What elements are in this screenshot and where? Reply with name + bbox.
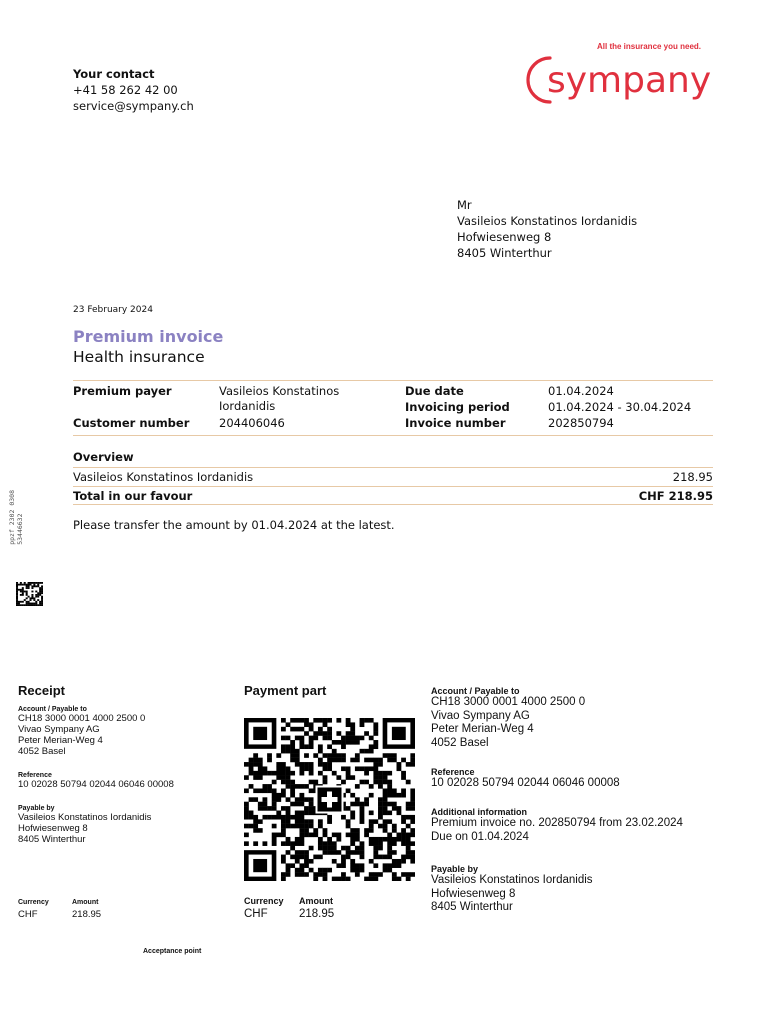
receipt-payable-by	[18, 805, 151, 845]
payment-currency-value: CHF	[244, 908, 268, 920]
payment-additional-info	[431, 807, 683, 844]
payment-reference-label: Reference	[431, 767, 475, 777]
receipt-account-line: CH18 3000 0001 4000 2500 0	[18, 713, 146, 724]
customer-value: 204406046	[219, 416, 285, 430]
customer-label: Customer number	[73, 416, 190, 430]
receipt-amount	[72, 899, 101, 920]
payment-payable-by-label: Payable by	[431, 864, 479, 874]
brand-name: sympany	[547, 60, 712, 101]
recipient-name: Vasileios Konstatinos Iordanidis	[457, 214, 638, 228]
payer-value	[219, 384, 339, 414]
additional-info-line: Premium invoice no. 202850794 from 23.02.2024	[431, 817, 683, 829]
receipt-account-line: Peter Merian-Weg 4	[18, 735, 103, 746]
recipient-city: 8405 Winterthur	[457, 246, 552, 260]
payment-reference-value: 10 02028 50794 02044 06046 00008	[431, 777, 620, 789]
recipient-address	[457, 197, 637, 261]
overview-total-row	[73, 486, 713, 505]
payment-account-label: Account / Payable to	[431, 686, 520, 696]
side-code-line1: ppzf 2302 0308	[8, 490, 16, 545]
payment-account-line: Peter Merian-Weg 4	[431, 723, 534, 735]
contact-title: Your contact	[73, 67, 155, 81]
contact-phone[interactable]: +41 58 262 42 00	[73, 83, 178, 97]
receipt-payable-by-line: Hofwiesenweg 8	[18, 823, 88, 834]
payer-value-line1: Vasileios Konstatinos	[219, 384, 340, 398]
receipt-reference-label: Reference	[18, 772, 52, 779]
payment-payable-by-line: Hofwiesenweg 8	[431, 887, 516, 900]
datamatrix-code	[16, 582, 43, 606]
recipient-salutation: Mr	[457, 198, 472, 212]
payment-reference	[431, 767, 620, 791]
receipt-currency	[18, 899, 49, 920]
overview-row-name: Vasileios Konstatinos Iordanidis	[73, 470, 254, 484]
document-date: 23 February 2024	[73, 305, 153, 315]
receipt-currency-value: CHF	[18, 909, 38, 920]
payment-payable-by	[431, 864, 593, 915]
payment-amount-value: 218.95	[299, 908, 335, 920]
payment-account-line: CH18 3000 0001 4000 2500 0	[431, 696, 586, 708]
receipt-amount-value: 218.95	[72, 909, 102, 920]
payment-part-title: Payment part	[244, 683, 327, 698]
payment-currency-label: Currency	[244, 896, 284, 906]
additional-info-label: Additional information	[431, 807, 527, 817]
due-date-label: Due date	[405, 384, 464, 398]
side-code-line2: 53446632	[16, 513, 24, 545]
payer-label: Premium payer	[73, 384, 172, 398]
side-code	[8, 490, 24, 545]
overview-row-amount: 218.95	[672, 470, 713, 484]
payment-account	[431, 686, 585, 750]
invoice-number-value: 202850794	[548, 416, 614, 430]
receipt-title: Receipt	[18, 683, 65, 698]
document-subtitle: Health insurance	[73, 348, 205, 366]
receipt-amount-label: Amount	[72, 899, 99, 906]
period-value: 01.04.2024 - 30.04.2024	[548, 400, 692, 414]
payment-account-line: 4052 Basel	[431, 736, 489, 749]
payment-payable-by-line: Vasileios Konstatinos Iordanidis	[431, 874, 593, 886]
payment-account-line: Vivao Sympany AG	[431, 709, 530, 722]
due-date-value: 01.04.2024	[548, 384, 614, 398]
contact-email[interactable]: service@sympany.ch	[73, 99, 194, 113]
transfer-note: Please transfer the amount by 01.04.2024 at the latest.	[73, 518, 395, 532]
invoice-details	[73, 380, 713, 436]
receipt-reference-value: 10 02028 50794 02044 06046 00008	[18, 779, 174, 790]
receipt-currency-label: Currency	[18, 899, 49, 906]
receipt-payable-by-line: Vasileios Konstatinos Iordanidis	[18, 812, 152, 823]
acceptance-point-label: Acceptance point	[143, 948, 202, 955]
overview-row	[73, 467, 713, 486]
document-title: Premium invoice	[73, 327, 224, 346]
total-amount: CHF 218.95	[638, 488, 713, 503]
receipt-payable-by-line: 8405 Winterthur	[18, 834, 86, 845]
payment-payable-by-line: 8405 Winterthur	[431, 901, 513, 913]
receipt-account-line: 4052 Basel	[18, 746, 66, 757]
receipt-account	[18, 706, 145, 757]
sympany-logo	[526, 46, 716, 112]
recipient-street: Hofwiesenweg 8	[457, 230, 552, 244]
receipt-account-line: Vivao Sympany AG	[18, 724, 100, 735]
receipt-account-label: Account / Payable to	[18, 706, 87, 713]
additional-info-line: Due on 01.04.2024	[431, 830, 529, 843]
receipt-payable-by-label: Payable by	[18, 805, 55, 812]
payer-value-line2: Iordanidis	[219, 399, 276, 413]
receipt-reference	[18, 772, 174, 790]
payment-amount	[299, 896, 334, 922]
swiss-qr-code	[244, 718, 415, 881]
overview-title: Overview	[73, 450, 134, 464]
contact-block	[73, 66, 194, 114]
payment-amount-label: Amount	[299, 896, 333, 906]
payment-currency	[244, 896, 284, 922]
invoice-number-label: Invoice number	[405, 416, 506, 430]
total-label: Total in our favour	[73, 488, 193, 503]
brand-tagline: All the insurance you need.	[597, 42, 702, 51]
period-label: Invoicing period	[405, 400, 510, 414]
